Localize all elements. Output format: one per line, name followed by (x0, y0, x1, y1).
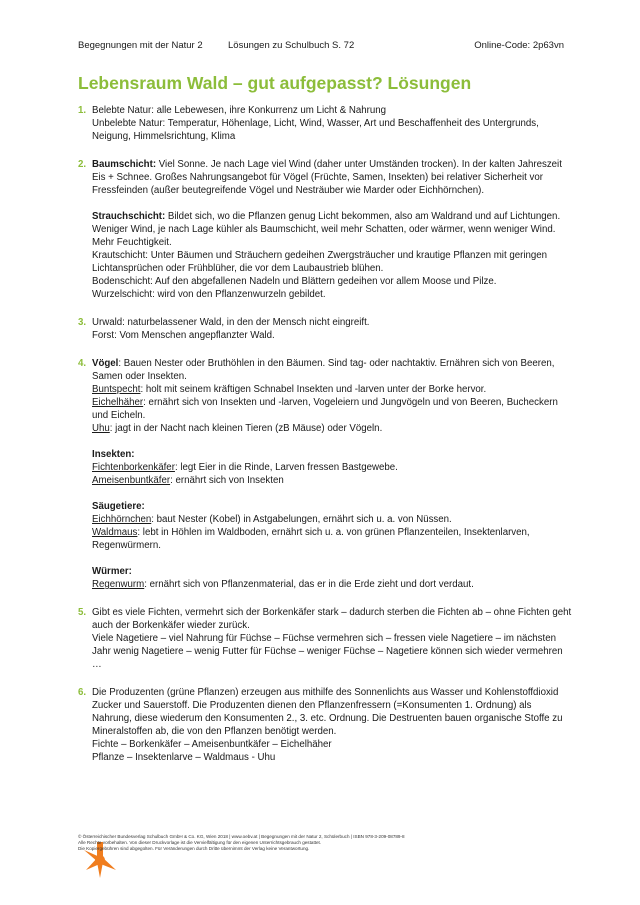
item-number: 3. (78, 317, 87, 328)
buntspecht-label: Buntspecht (92, 384, 141, 395)
header-solutions-ref: Lösungen zu Schulbuch S. 72 (228, 40, 355, 51)
uhu-label: Uhu (92, 423, 110, 434)
uhu-paragraph (92, 422, 572, 435)
footer-copyright: © Österreichischer Bundesverlag Schulbuch GmbH & Co. KG, Wien 2018 | www.oebv.at | Begegnungen mit der Natur 2, Schülerbuch | ISBN 978-3-209-08789-8 (78, 834, 405, 839)
wurzelschicht-text: Wurzelschicht: wird von den Pflanzenwurzeln gebildet. (92, 289, 326, 300)
page-title: Lebensraum Wald – gut aufgepasst? Lösungen (78, 73, 472, 93)
solutions-list (78, 104, 572, 779)
eichelhaeher-paragraph (92, 396, 572, 422)
eichhoernchen-paragraph (92, 513, 572, 526)
regenwurm-label: Regenwurm (92, 579, 145, 590)
ameisenbuntkaefer-text: : ernährt sich von Insekten (170, 475, 284, 486)
krautschicht-text: Krautschicht: Unter Bäumen und Sträuchern gedeihen Zwergsträucher und krautige Pflanzen mit geringen Lichtansprüchen oder Frühblüher, die vor dem Laubaustrieb blühen. (92, 250, 548, 274)
waldmaus-label: Waldmaus (92, 527, 138, 538)
item-number: 2. (78, 159, 87, 170)
solution-item-6 (78, 686, 572, 764)
voegel-paragraph (92, 357, 572, 383)
bodenschicht-text: Bodenschicht: Auf den abgefallenen Nadeln und Blättern gedeihen vor allem Moose und Pilze. (92, 276, 497, 287)
produzenten-text: Die Produzenten (grüne Pflanzen) erzeugen aus mithilfe des Sonnenlichts aus Wasser und Kohlenstoffdioxid Zucker und Sauerstoff. Die Produzenten dienen den Pflanzenfressern (=Konsumenten 1. Ordnung) als Nahrung, diese wiederum den Konsumenten 2., 3. etc. Ordnung. Die Destruenten bauen organische Stoffe zu Mineralstoffen ab, die von den Pflanzen benötigt werden. (92, 687, 563, 737)
footer-disclaimer: Die Kopiergebühren sind abgegolten. Für Veränderungen durch Dritte übernimmt der Verlag keine Verantwortung. (78, 846, 310, 851)
solution-item-5 (78, 606, 572, 671)
baumschicht-label: Baumschicht: (92, 159, 157, 170)
solution-item-1 (78, 104, 572, 143)
eichhoernchen-text: : baut Nester (Kobel) in Astgabelungen, ernährt sich u. a. von Nüssen. (151, 514, 452, 525)
borkenkaefer-cycle-text: Gibt es viele Fichten, vermehrt sich der Borkenkäfer stark – dadurch sterben die Fichten ab – ohne Fichten geht auch der Borkenkäfer wieder zurück. (92, 607, 572, 631)
fichtenborkenkaefer-paragraph (92, 461, 572, 474)
item-number: 4. (78, 358, 87, 369)
fichtenborkenkaefer-text: : legt Eier in die Rinde, Larven fressen Bastgewebe. (174, 462, 398, 473)
solution-item-4 (78, 357, 572, 591)
item-number: 6. (78, 687, 87, 698)
baumschicht-paragraph (92, 158, 572, 197)
eichelhaeher-text: : ernährt sich von Insekten und -larven, Vogeleiern und Jungvögeln und von Beeren, Bucheckern und Eicheln. (92, 397, 558, 421)
strauchschicht-text: Bildet sich, wo die Pflanzen genug Licht bekommen, also am Waldrand und auf Lichtungen. Weniger Wind, je nach Lage kühler als Baumschicht, weil mehr Schatten, oder wärmer, wenn weniger Wind. Mehr Feuchtigkeit. (92, 211, 561, 248)
ameisenbuntkaefer-label: Ameisenbuntkäfer (92, 475, 171, 486)
voegel-text: : Bauen Nester oder Bruthöhlen in den Bäumen. Sind tag- oder nachtaktiv. Ernähren sich von Beeren, Samen oder Insekten. (92, 358, 555, 382)
food-chain-2: Pflanze – Insektenlarve – Waldmaus - Uhu (92, 752, 276, 763)
header-book-title: Begegnungen mit der Natur 2 (78, 40, 203, 51)
unbelebte-natur-text: Unbelebte Natur: Temperatur, Höhenlage, Licht, Wind, Wasser, Art und Beschaffenheit des Untergrunds, Neigung, Himmelsrichtung, Klima (92, 118, 539, 142)
item-number: 1. (78, 105, 87, 116)
insekten-heading: Insekten: (92, 449, 135, 460)
nagetiere-cycle-text: Viele Nagetiere – viel Nahrung für Füchse – Füchse vermehren sich – fressen viele Nagetiere – im nächsten Jahr wenig Nagetiere – wenig Futter für Füchse – weniger Füchse – Nagetiere können sich wieder vermehren … (92, 633, 563, 670)
waldmaus-paragraph (92, 526, 572, 552)
solution-item-2 (78, 158, 572, 301)
header-online-code: Online-Code: 2p63vn (474, 40, 564, 51)
baumschicht-text: Viel Sonne. Je nach Lage viel Wind (daher unter Umständen trocken). In der kalten Jahreszeit Eis + Schnee. Großes Nahrungsangebot für Vögel (Früchte, Samen, Insekten) bei relativer Sicherheit vor Fressfeinden (außer beutegreifende Vögel und Nesträuber wie Marder oder Eichhörnchen). (92, 159, 562, 196)
page-footer (78, 834, 538, 852)
ameisenbuntkaefer-paragraph (92, 474, 572, 487)
regenwurm-paragraph (92, 578, 572, 591)
belebte-natur-text: Belebte Natur: alle Lebewesen, ihre Konkurrenz um Licht & Nahrung (92, 105, 387, 116)
item-number: 5. (78, 607, 87, 618)
wuermer-heading: Würmer: (92, 566, 132, 577)
voegel-label: Vögel (92, 358, 119, 369)
strauchschicht-paragraph (92, 210, 572, 249)
strauchschicht-label: Strauchschicht: (92, 211, 166, 222)
uhu-text: : jagt in der Nacht nach kleinen Tieren (zB Mäuse) oder Vögeln. (109, 423, 383, 434)
solution-item-3 (78, 316, 572, 342)
buntspecht-text: : holt mit seinem kräftigen Schnabel Insekten und -larven unter der Borke hervor. (140, 384, 487, 395)
food-chain-1: Fichte – Borkenkäfer – Ameisenbuntkäfer – Eichelhäher (92, 739, 332, 750)
footer-rights: Alle Rechte vorbehalten. Von dieser Druckvorlage ist die Vervielfältigung für den eigenen Unterrichtsgebrauch gestattet. (78, 840, 322, 845)
regenwurm-text: : ernährt sich von Pflanzenmaterial, das er in die Erde zieht und dort verdaut. (144, 579, 474, 590)
buntspecht-paragraph (92, 383, 572, 396)
forst-text: Forst: Vom Menschen angepflanzter Wald. (92, 330, 275, 341)
saeugetiere-heading: Säugetiere: (92, 501, 145, 512)
urwald-text: Urwald: naturbelassener Wald, in den der Mensch nicht eingreift. (92, 317, 370, 328)
eichhoernchen-label: Eichhörnchen (92, 514, 152, 525)
page-header (78, 40, 564, 54)
fichtenborkenkaefer-label: Fichtenborkenkäfer (92, 462, 175, 473)
eichelhaeher-label: Eichelhäher (92, 397, 144, 408)
waldmaus-text: : lebt in Höhlen im Waldboden, ernährt sich u. a. von grünen Pflanzenteilen, Insektenlarven, Regenwürmern. (92, 527, 530, 551)
